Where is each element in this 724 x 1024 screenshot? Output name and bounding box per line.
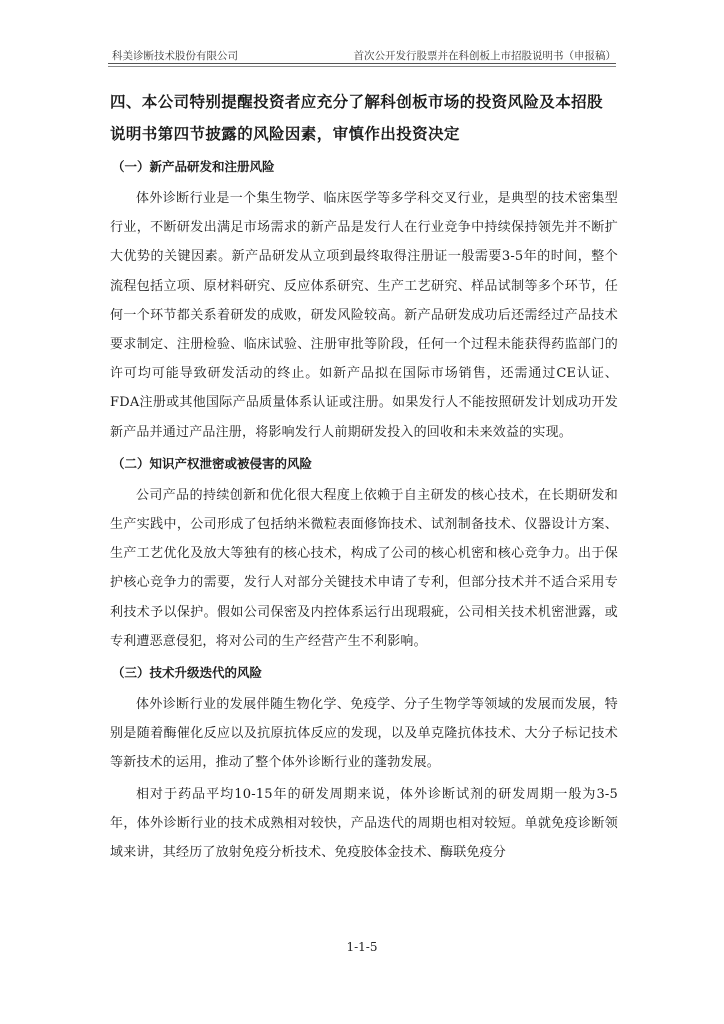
subsection-heading-1: （一）新产品研发和注册风险: [112, 159, 275, 174]
paragraph: 体外诊断行业是一个集生物学、临床医学等多学科交叉行业，是典型的技术密集型行业，不断研发出满足市场需求的新产品是发行人在行业竞争中持续保持领先并不断扩大优势的关键因素。新产品研发从立项到最终取得注册证一般需要3-5年的时间，整个流程包括立项、原材料研究、反应体系研究、生产工艺研究、样品试制等多个环节，任何一个环节都关系着研发的成败，研发风险较高。新产品研发成功后还需经过产品技术要求制定、注册检验、临床试验、注册审批等阶段，任何一个过程未能获得药监部门的许可均可能导致研发活动的终止。如新产品拟在国际市场销售，还需通过CE认证、FDA注册或其他国际产品质量体系认证或注册。如果发行人不能按照研发计划成功开发新产品并通过产品注册，将影响发行人前期研发投入的回收和未来效益的实现。: [110, 191, 618, 440]
page-header: [108, 38, 616, 60]
header-rule: [108, 63, 616, 64]
subsection-heading-3: （三）技术升级迭代的风险: [112, 665, 263, 681]
page-content: [110, 86, 618, 871]
header-rule-thin: [108, 66, 616, 67]
section-title: 四、本公司特别提醒投资者应充分了解科创板市场的投资风险及本招股说明书第四节披露的风险因素，审慎作出投资决定: [110, 93, 603, 143]
header-company: 科美诊断技术股份有限公司: [112, 50, 238, 62]
page-number: 1-1-5: [346, 940, 378, 954]
paragraph: 体外诊断行业的发展伴随生物化学、免疫学、分子生物学等领域的发展而发展，特别是随着酶催化反应以及抗原抗体反应的发现，以及单克隆抗体技术、大分子标记技术等新技术的运用，推动了整个体外诊断行业的蓬勃发展。: [110, 697, 618, 771]
paragraph: 相对于药品平均10-15年的研发周期来说，体外诊断试剂的研发周期一般为3-5年，体外诊断行业的技术成熟相对较快，产品迭代的周期也相对较短。单就免疫诊断领域来讲，其经历了放射免疫分析技术、免疫胶体金技术、酶联免疫分: [110, 786, 618, 861]
paragraph: 公司产品的持续创新和优化很大程度上依赖于自主研发的核心技术，在长期研发和生产实践中，公司形成了包括纳米微粒表面修饰技术、试剂制备技术、仪器设计方案、生产工艺优化及放大等独有的核心技术，构成了公司的核心机密和核心竞争力。出于保护核心竞争力的需要，发行人对部分关键技术申请了专利，但部分技术并不适合采用专利技术予以保护。假如公司保密及内控体系运行出现瑕疵，公司相关技术机密泄露，或专利遭恶意侵犯，将对公司的生产经营产生不利影响。: [110, 487, 618, 649]
header-document-title: 首次公开发行股票并在科创板上市招股说明书（申报稿）: [353, 50, 616, 62]
subsection-heading-2: （二）知识产权泄密或被侵害的风险: [112, 455, 313, 471]
